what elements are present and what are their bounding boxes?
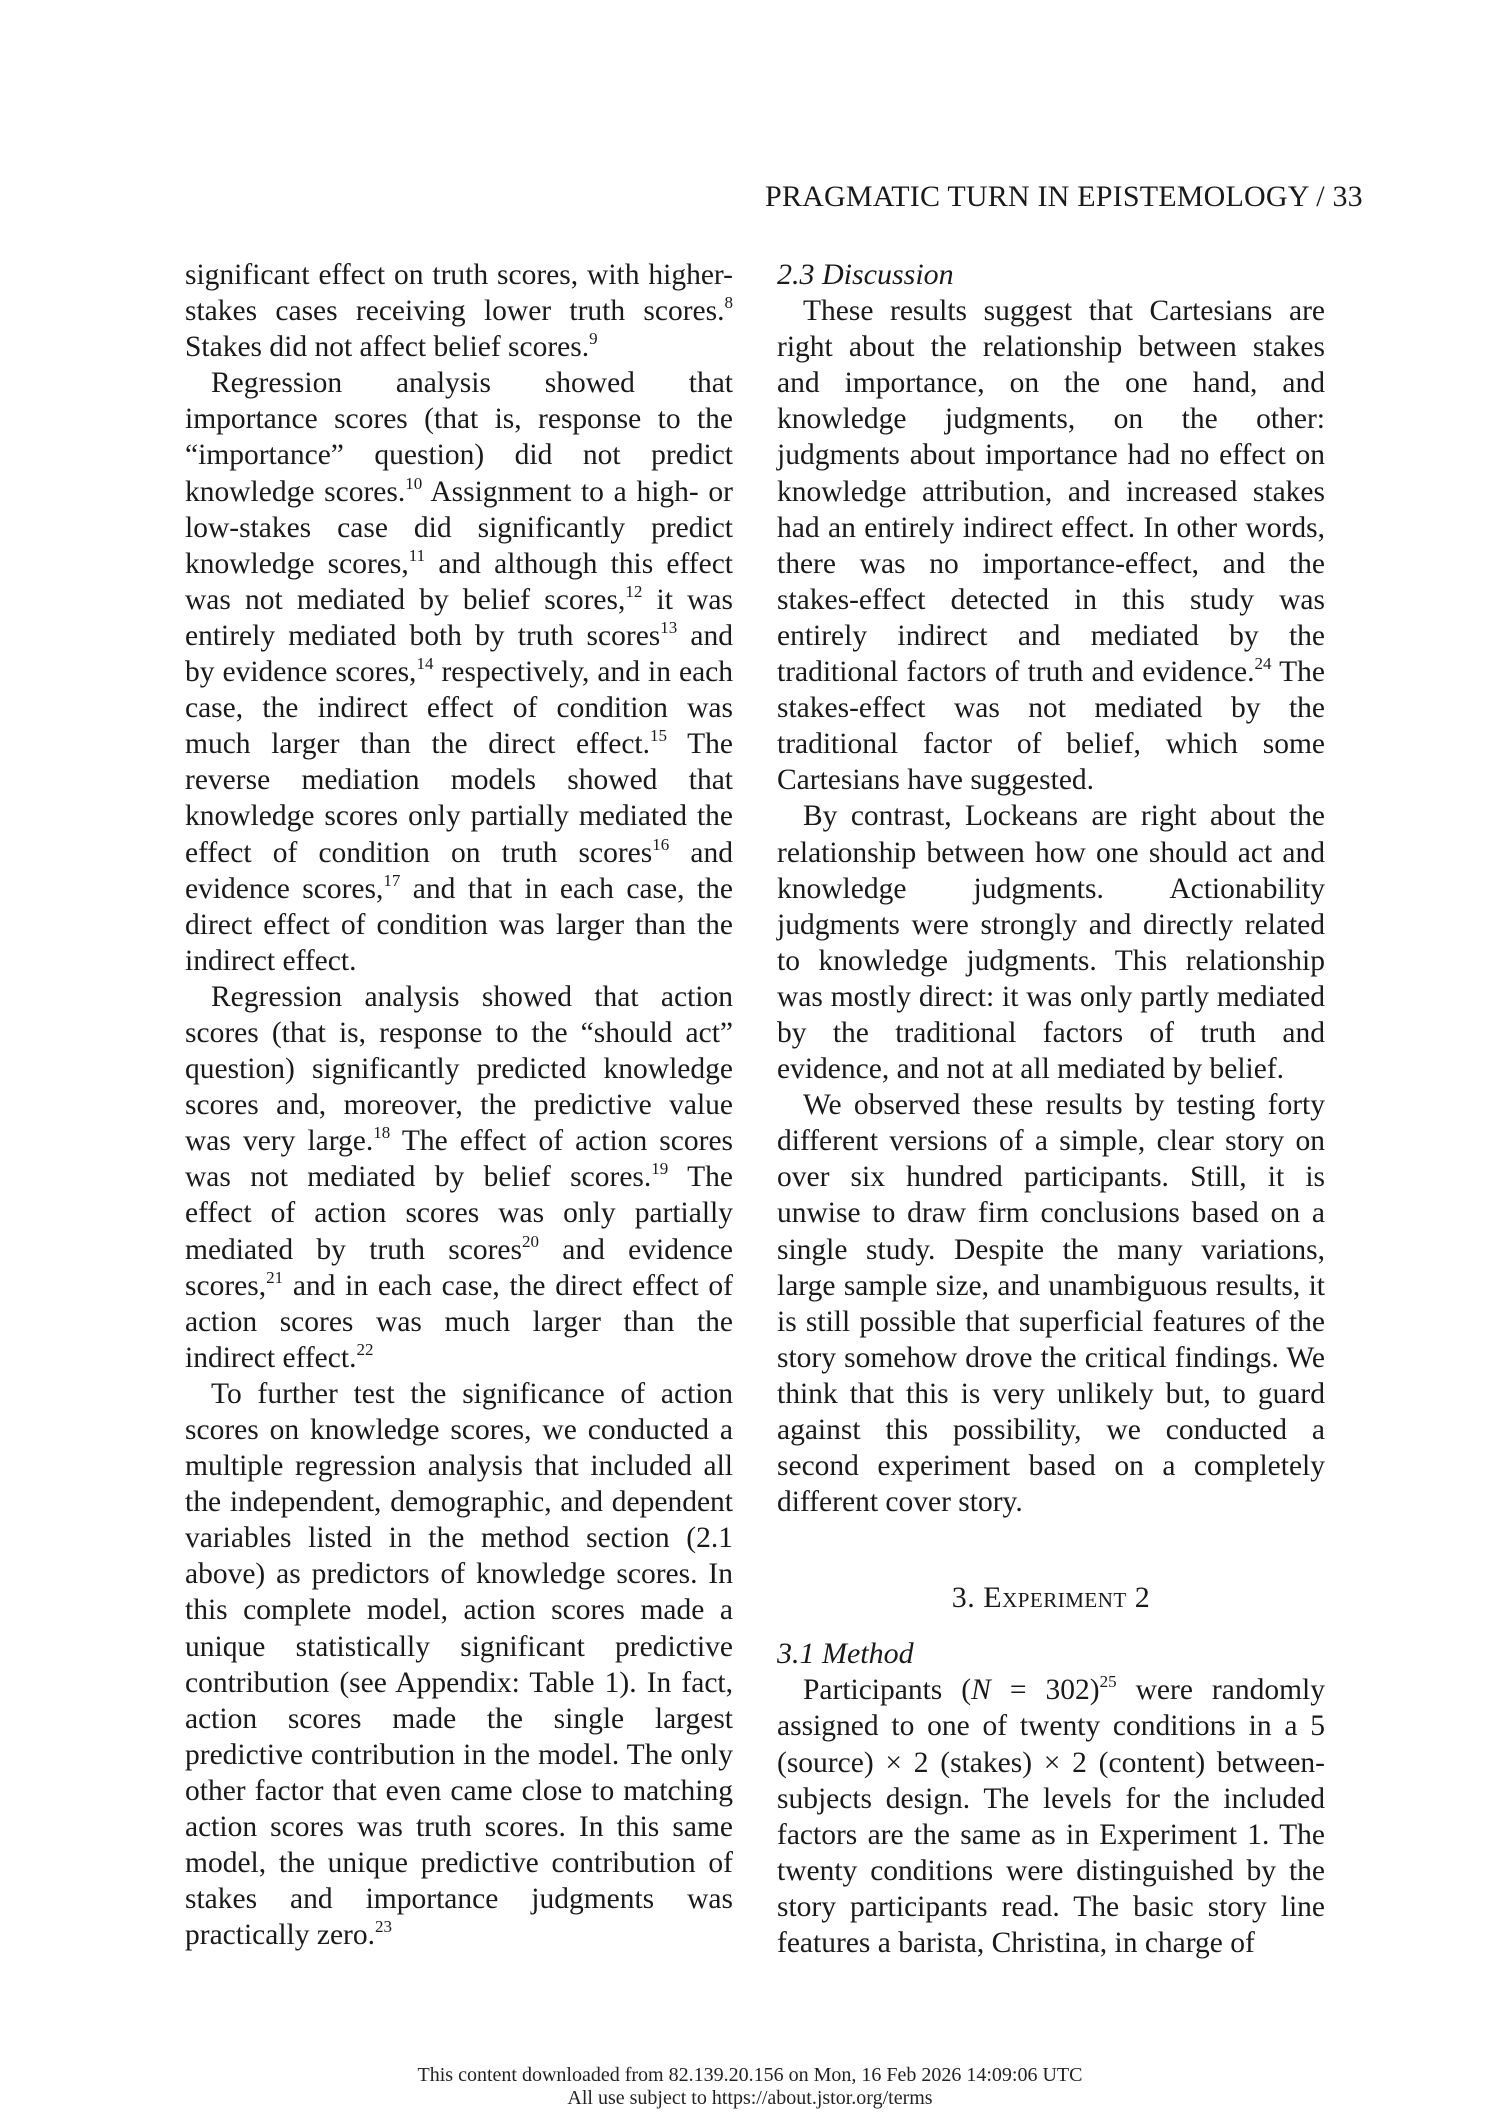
footnote-ref[interactable]: 10 — [405, 473, 423, 493]
running-head: PRAGMATIC TURN IN EPISTEMOLOGY / 33 — [765, 180, 1363, 213]
text-run: were randomly assigned to one of twenty conditions in a 5 (source) × 2 (stakes) × 2 (content) between-subjects design. The levels for the included factors are the same as in Experiment 1. The twenty conditions were distinguished by the story participants read. The basic story line features a barista, Christina, in charge of — [777, 1674, 1325, 1960]
footnote-ref[interactable]: 22 — [356, 1339, 374, 1359]
footnote-ref[interactable]: 9 — [589, 329, 598, 349]
text-run: significant effect on truth scores, with higher-stakes cases receiving lower truth scores. — [185, 259, 733, 328]
text-run: Participants ( — [803, 1674, 972, 1707]
footnote-ref[interactable]: 19 — [651, 1159, 669, 1179]
footnote-ref[interactable]: 25 — [1099, 1672, 1117, 1692]
text-run: Regression analysis showed that action scores (that is, response to the “should act” question) significantly predicted knowledge scores and, moreover, the predictive value was very large. — [185, 980, 733, 1158]
footnote-ref[interactable]: 20 — [521, 1231, 539, 1251]
paragraph — [185, 257, 733, 365]
text-run: Assignment to a high- or low-stakes case did significantly predict knowledge scores, — [185, 475, 733, 580]
section-heading: 3. Experiment 2 — [951, 1581, 1151, 1615]
text-run: and by evidence scores, — [185, 619, 733, 689]
text-run: The effect of action scores was not mediated by belief scores. — [185, 1125, 734, 1194]
text-run: it was entirely mediated both by truth scores — [185, 583, 733, 652]
variable: N — [971, 1674, 991, 1707]
text-run: and evidence scores, — [185, 836, 733, 905]
footnote-ref[interactable]: 18 — [373, 1123, 391, 1143]
download-notice — [0, 2064, 1500, 2110]
right-column — [777, 257, 1325, 1961]
footnote-ref[interactable]: 13 — [660, 617, 678, 637]
text-run: and evidence scores, — [185, 1233, 733, 1302]
footnote-ref[interactable]: 17 — [383, 870, 401, 890]
text-run: and in each case, the direct effect of action scores was much larger than the indirect effect. — [185, 1269, 733, 1374]
subsection-heading: 2.3 Discussion — [777, 258, 954, 291]
footnote-ref[interactable]: 23 — [375, 1917, 392, 1937]
footnote-ref[interactable]: 21 — [266, 1267, 284, 1287]
footnote-ref[interactable]: 16 — [652, 834, 670, 854]
text-run: Stakes did not affect belief scores. — [185, 331, 590, 364]
text-run: The stakes-effect was not mediated by the traditional factor of belief, which some Cartesians have suggested. — [777, 656, 1325, 797]
text-run: = 302) — [990, 1674, 1100, 1707]
paragraph — [777, 1672, 1325, 1961]
paragraph: By contrast, Lockeans are right about the relationship between how one should act and knowledge judgments. Actionability judgments were strongly and directly related to knowledge judgments. This relationship was mostly direct: it was only partly mediated by the traditional factors of truth and evidence, and not at all mediated by belief. — [777, 800, 1325, 1086]
footnote-ref[interactable]: 24 — [1254, 654, 1272, 674]
download-notice-line: This content downloaded from 82.139.20.156 on Mon, 16 Feb 2026 14:09:06 UTC — [417, 2064, 1083, 2086]
paragraph: We observed these results by testing forty different versions of a simple, clear story on over six hundred participants. Still, it is unwise to draw firm conclusions based on a single study. Despite the many variations, large sample size, and unambiguous results, it is still possible that superficial features of the story somehow drove the critical findings. We think that this is very unlikely but, to guard against this possibility, we conducted a second experiment based on a completely different cover story. — [777, 1089, 1325, 1519]
left-column — [185, 257, 733, 1953]
subsection-heading: 3.1 Method — [777, 1637, 914, 1671]
text-run: and that in each case, the direct effect of condition was larger than the indirect effect. — [185, 872, 733, 977]
text-run: Regression analysis showed that importance scores (that is, response to the “importance” question) did not predict knowledge scores. — [185, 367, 733, 508]
footnote-ref[interactable]: 8 — [724, 293, 733, 313]
text-run: These results suggest that Cartesians are right about the relationship between stakes and importance, on the one hand, and knowledge judgments, on the other: judgments about importance had no effect on knowledge attribution, and increased stakes had an entirely indirect effect. In other words, there was no importance-effect, and the stakes-effect detected in this study was entirely indirect and mediated by the traditional factors of truth and evidence. — [777, 295, 1325, 689]
text-run: The effect of action scores was only partially mediated by truth scores — [185, 1161, 733, 1266]
paragraph — [185, 979, 733, 1376]
terms-notice-line[interactable]: All use subject to https://about.jstor.org/terms — [567, 2087, 933, 2109]
paragraph — [185, 1376, 733, 1954]
paragraph — [185, 365, 733, 979]
footnote-ref[interactable]: 15 — [650, 726, 667, 746]
text-run: To further test the significance of action scores on knowledge scores, we conducted a multiple regression analysis that included all the independent, demographic, and dependent variables listed in the method section (2.1 above) as predictors of knowledge scores. In this complete model, action scores made a unique statistically significant predictive contribution (see Appendix: Table 1). In fact, action scores made the single largest predictive contribution in the model. The only other factor that even came close to matching action scores was truth scores. In this same model, the unique predictive contribution of stakes and importance judgments was practically zero. — [185, 1377, 733, 1952]
footnote-ref[interactable]: 14 — [416, 654, 434, 674]
footnote-ref[interactable]: 12 — [625, 581, 643, 601]
text-run: respectively, and in each case, the indirect effect of condition was much larger than the direct effect. — [185, 656, 734, 761]
text-run: and although this effect was not mediated by belief scores, — [185, 547, 733, 616]
footnote-ref[interactable]: 11 — [408, 545, 426, 565]
paragraph — [777, 293, 1325, 798]
text-run: The reverse mediation models showed that knowledge scores only partially mediated the effect of condition on truth scores — [185, 728, 733, 869]
